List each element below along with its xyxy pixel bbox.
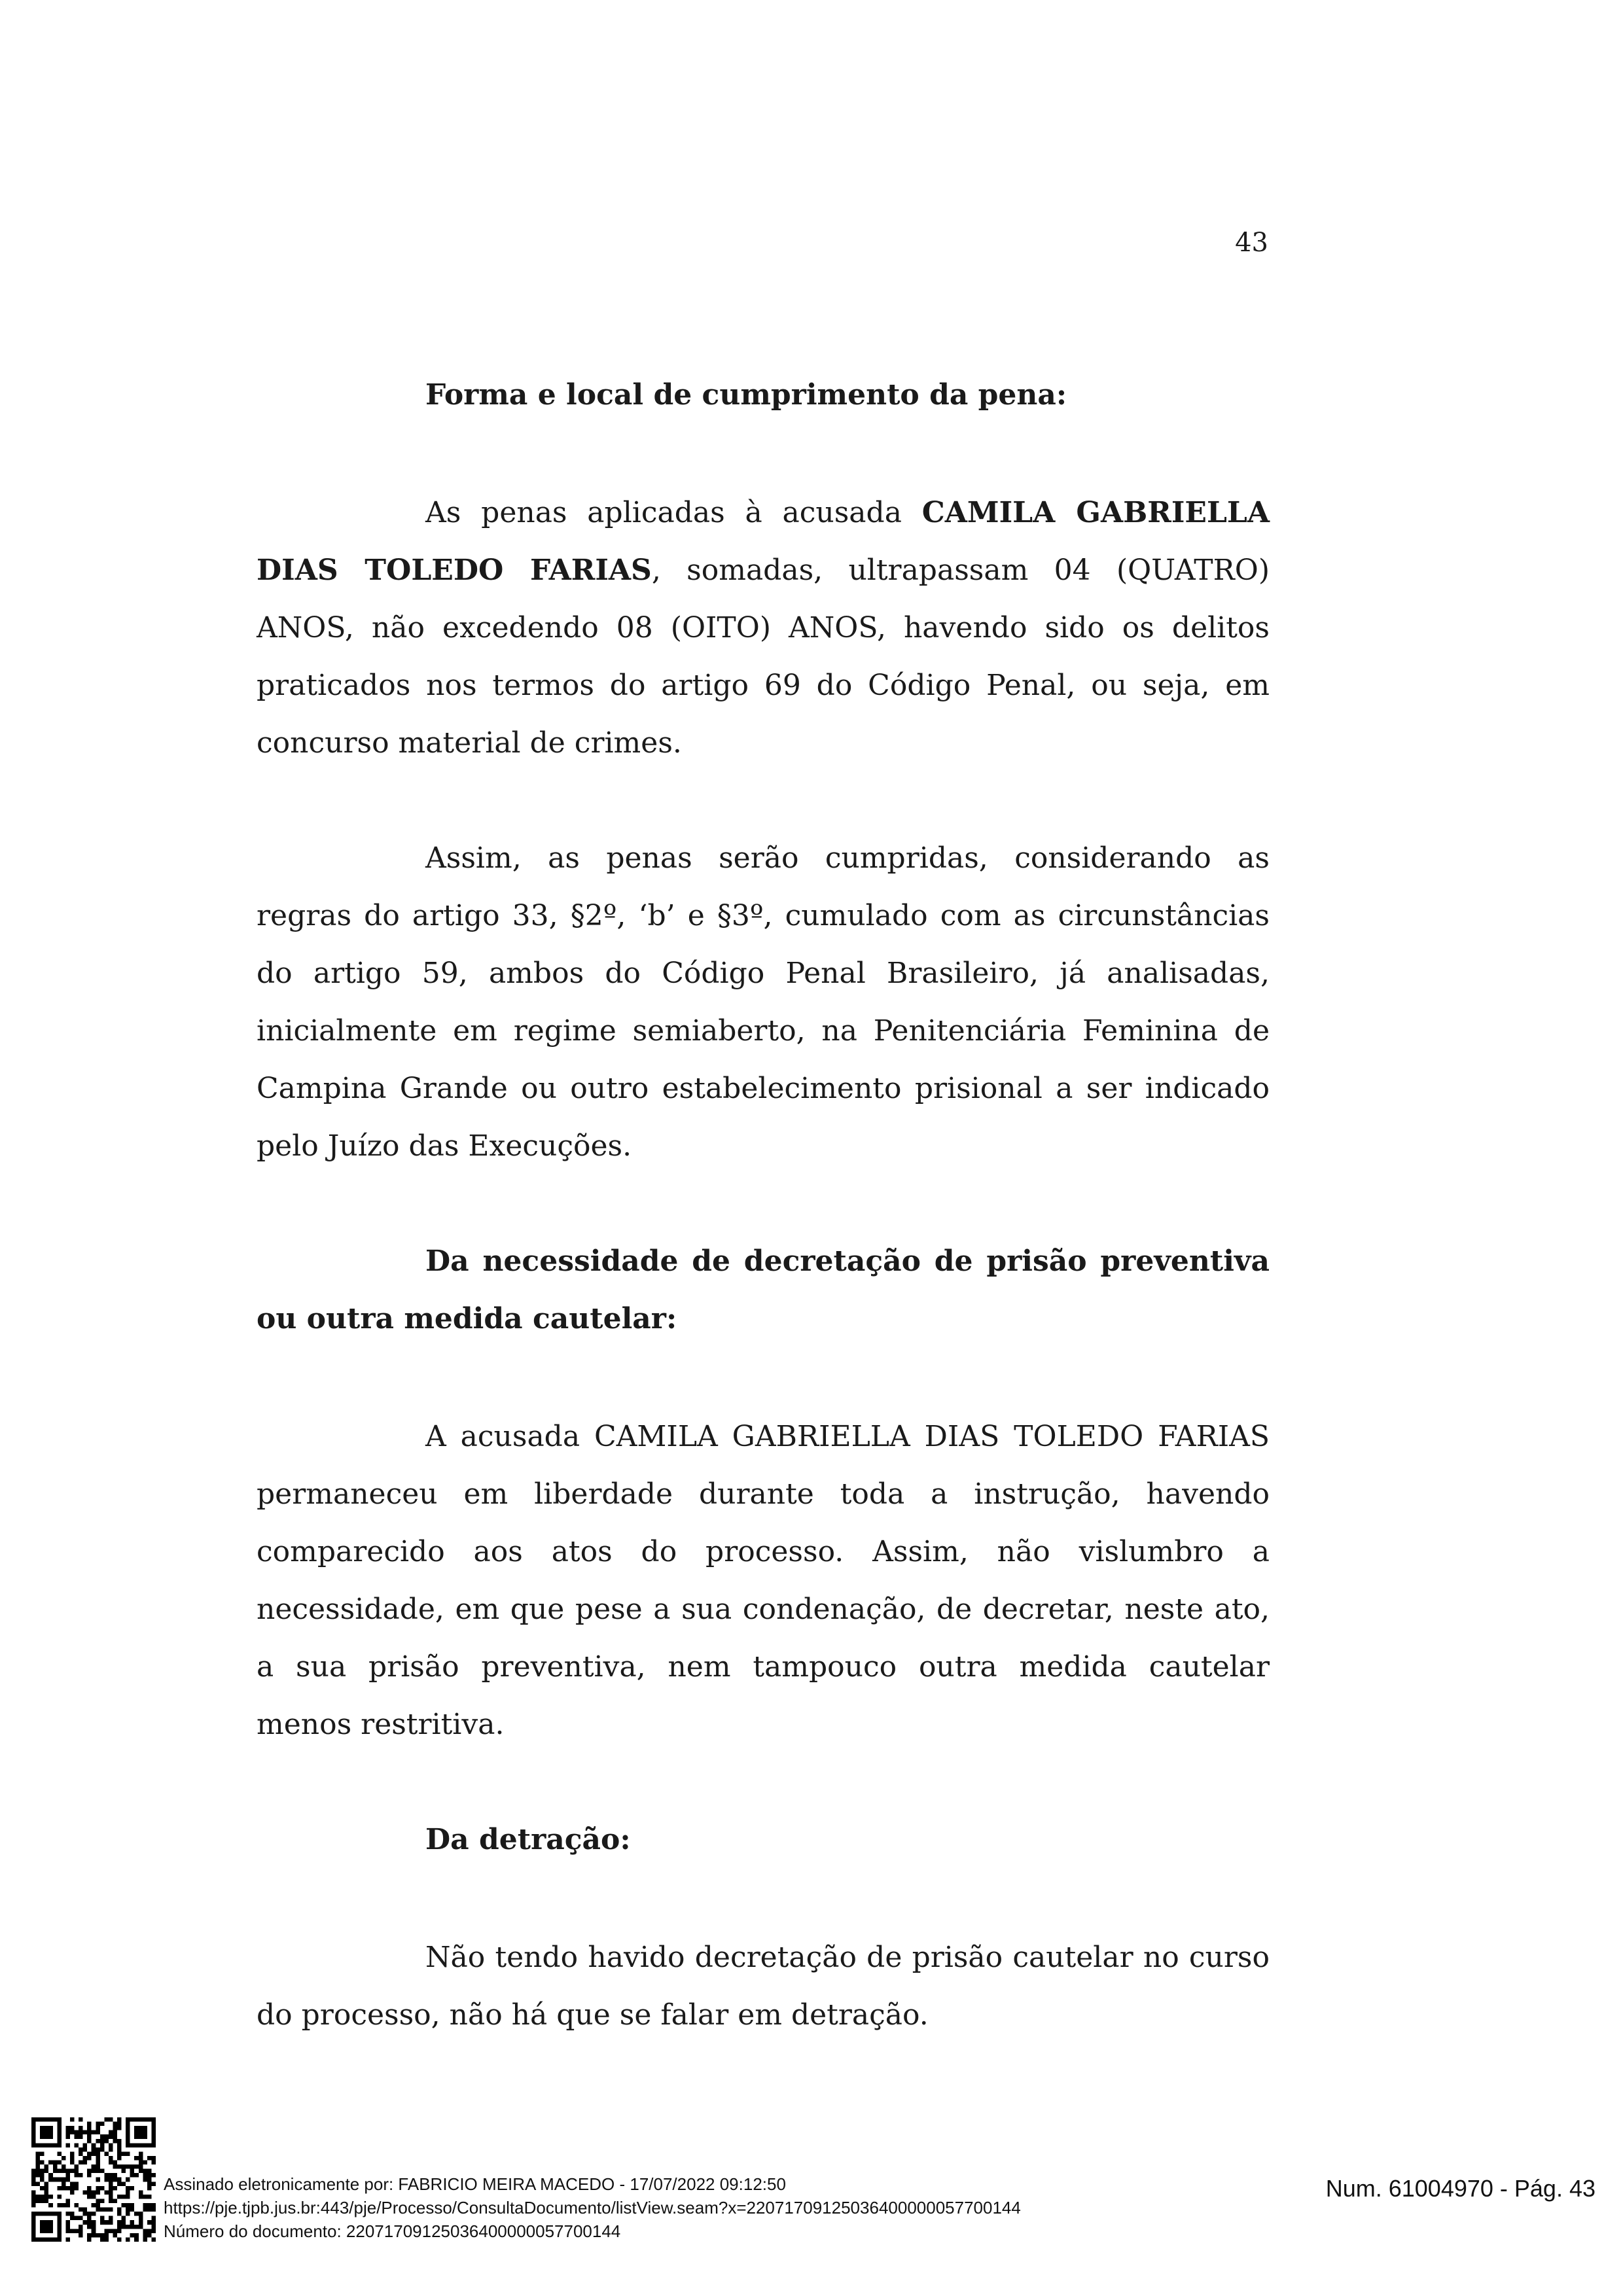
section-heading-prisao-preventiva: Da necessidade de decretação de prisão preventiva ou outra medida cautelar:: [257, 1245, 1270, 1335]
paragraph-liberdade: A acusada CAMILA GABRIELLA DIAS TOLEDO FARIAS permaneceu em liberdade durante toda a instrução, havendo comparecido aos atos do processo. Assim, não vislumbro a necessidade, em que pese a sua condenação, de decretar, neste ato, a sua prisão preventiva, nem tampouco outra medida cautelar menos restritiva.: [257, 1420, 1270, 1741]
signature-info: [164, 2172, 1021, 2243]
signed-by-line: Assinado eletronicamente por: FABRICIO MEIRA MACEDO - 17/07/2022 09:12:50: [164, 2174, 786, 2194]
paragraph-detracao: Não tendo havido decretação de prisão cautelar no curso do processo, não há que se falar em detração.: [257, 1941, 1270, 2032]
document-body: [257, 366, 1270, 2044]
paragraph-suffix: , somadas, ultrapassam 04 (QUATRO) ANOS, não excedendo 08 (OITO) ANOS, havendo sido os delitos praticados nos termos do artigo 69 do Código Penal, ou seja, em concurso material de crimes.: [257, 554, 1270, 760]
signature-footer: [31, 2117, 1596, 2246]
document-url-line: https://pje.tjpb.jus.br:443/pje/Processo/ConsultaDocumento/listView.seam?x=22071709125036400000057700144: [164, 2198, 1021, 2217]
page-number: 43: [1235, 228, 1268, 258]
paragraph-penas-aplicadas: [257, 484, 1270, 772]
qr-code-icon: [31, 2117, 156, 2242]
num-page-label: Num. 61004970 - Pág. 43: [1325, 2175, 1596, 2202]
paragraph-prefix: As penas aplicadas à acusada: [425, 496, 922, 529]
section-heading-detracao: Da detração:: [425, 1823, 631, 1856]
document-number-line: Número do documento: 22071709125036400000057700144: [164, 2221, 621, 2241]
defendant-name: CAMILA GABRIELLA DIAS TOLEDO FARIAS: [257, 496, 1270, 587]
paragraph-regime: Assim, as penas serão cumpridas, considerando as regras do artigo 33, §2º, ‘b’ e §3º, cumulado com as circunstâncias do artigo 59, ambos do Código Penal Brasileiro, já analisadas, inicialmente em regime semiaberto, na Penitenciária Feminina de Campina Grande ou outro estabelecimento prisional a ser indicado pelo Juízo das Execuções.: [257, 841, 1270, 1163]
section-heading-forma-local: Forma e local de cumprimento da pena:: [425, 378, 1067, 412]
